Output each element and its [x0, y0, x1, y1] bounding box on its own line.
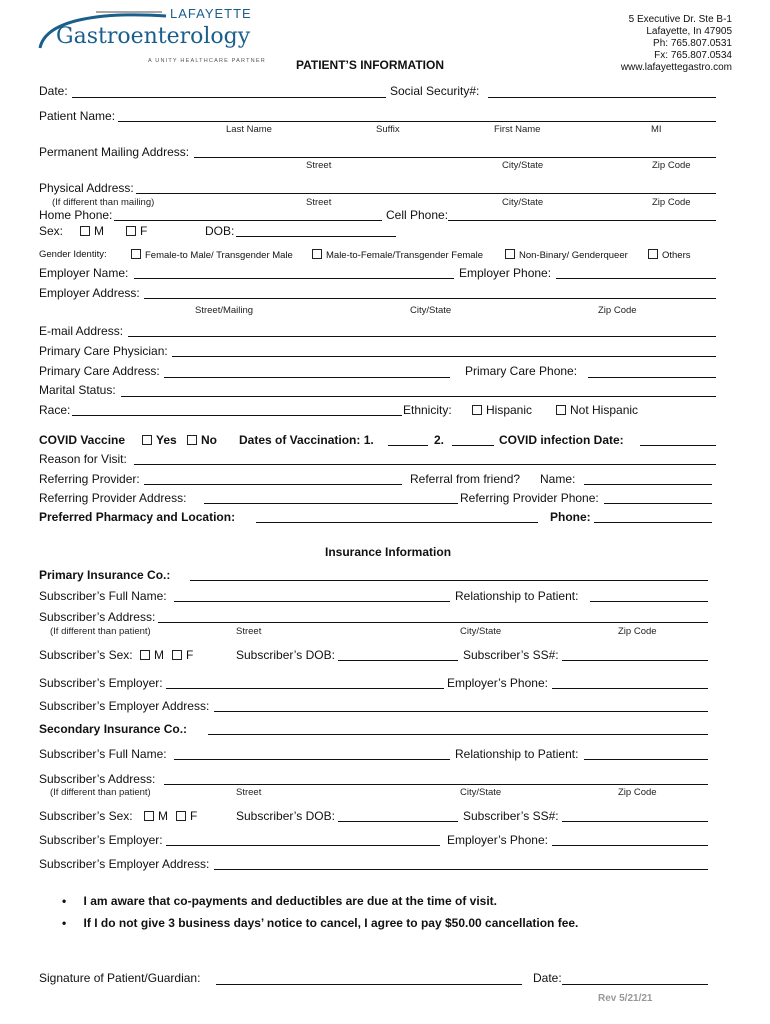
- covid-yes-option[interactable]: [142, 433, 177, 447]
- hispanic-option[interactable]: [472, 403, 532, 417]
- covid-infection-label: COVID infection Date:: [499, 433, 624, 447]
- signature-date-label: Date:: [533, 971, 562, 985]
- ethnicity-label: Ethnicity:: [403, 403, 452, 417]
- covid-yes-label: Yes: [156, 433, 177, 447]
- sub-employer-field-2[interactable]: [166, 845, 440, 846]
- website-line: www.lafayettegastro.com: [620, 62, 732, 73]
- sex-f-label: F: [140, 224, 148, 238]
- date-label: Date:: [39, 84, 68, 98]
- city-state-caption: City/State: [502, 160, 544, 171]
- street-mailing-caption: Street/Mailing: [195, 305, 254, 316]
- pc-address-label: Primary Care Address:: [39, 364, 160, 378]
- primary-insurance-field[interactable]: [190, 580, 708, 581]
- ref-provider-phone-field[interactable]: [604, 503, 712, 504]
- zip-caption: Zip Code: [652, 160, 691, 171]
- sub-dob-label-2: Subscriber’s DOB:: [236, 809, 335, 823]
- gi-nb-option[interactable]: [505, 249, 628, 261]
- sub-address-field[interactable]: [158, 622, 708, 623]
- email-label: E-mail Address:: [39, 324, 124, 338]
- signature-label: Signature of Patient/Guardian:: [39, 971, 201, 985]
- not-hispanic-option[interactable]: [556, 403, 638, 417]
- street-caption: Street: [236, 787, 262, 798]
- bullet-icon: •: [62, 894, 67, 908]
- dob-label: DOB:: [205, 224, 235, 238]
- primary-insurance-label: Primary Insurance Co.:: [39, 568, 171, 582]
- fax-line: Fx: 765.807.0534: [654, 50, 732, 61]
- ref-provider-address-field[interactable]: [204, 503, 458, 504]
- checkbox-icon: [472, 405, 482, 415]
- employer-phone-label-ins: Employer’s Phone:: [447, 676, 548, 690]
- bullet-item: [62, 916, 578, 930]
- employer-address-field[interactable]: [144, 298, 716, 299]
- sub-employer-label: Subscriber’s Employer:: [39, 676, 163, 690]
- first-name-caption: First Name: [494, 124, 541, 135]
- logo: [36, 8, 286, 68]
- sex-f-label: F: [186, 648, 194, 662]
- employer-name-field[interactable]: [134, 278, 454, 279]
- physical-address-label: Physical Address:: [39, 181, 134, 195]
- home-phone-field[interactable]: [114, 220, 382, 221]
- covid-no-label: No: [201, 433, 217, 447]
- secondary-insurance-label: Secondary Insurance Co.:: [39, 722, 188, 736]
- ssn-label: Social Security#:: [390, 84, 480, 98]
- vaccination-date-1-field[interactable]: [388, 445, 428, 446]
- street-caption: Street: [306, 197, 332, 208]
- cancellation-notice: If I do not give 3 business days’ notice to cancel, I agree to pay $50.00 cancellation fee.: [83, 916, 579, 930]
- zip-caption: Zip Code: [618, 787, 657, 798]
- pc-phone-label: Primary Care Phone:: [465, 364, 578, 378]
- dob-field[interactable]: [236, 236, 396, 237]
- mi-caption: MI: [651, 124, 662, 135]
- pharmacy-phone-field[interactable]: [594, 522, 712, 523]
- sub-sex-label: Subscriber’s Sex:: [39, 648, 133, 662]
- race-field[interactable]: [72, 415, 402, 416]
- phone-line: Ph: 765.807.0531: [653, 38, 732, 49]
- vaccination-date-2-field[interactable]: [452, 445, 494, 446]
- gi-others-label: Others: [662, 250, 691, 261]
- referral-name-field[interactable]: [584, 484, 712, 485]
- sub-ss-label-2: Subscriber’s SS#:: [463, 809, 559, 823]
- sub-ss-field[interactable]: [562, 660, 708, 661]
- cell-phone-label: Cell Phone:: [386, 208, 449, 222]
- checkbox-icon: [556, 405, 566, 415]
- dates-vaccination-label: Dates of Vaccination: 1.: [239, 433, 374, 447]
- checkbox-icon: [131, 249, 141, 259]
- checkbox-icon: [176, 811, 186, 821]
- gi-ftm-option[interactable]: [131, 249, 293, 261]
- pc-phone-field[interactable]: [588, 377, 716, 378]
- employer-phone-label: Employer Phone:: [459, 266, 552, 280]
- employer-phone-field[interactable]: [556, 278, 716, 279]
- ref-provider-address-label: Referring Provider Address:: [39, 491, 187, 505]
- checkbox-icon: [126, 226, 136, 236]
- covid-no-option[interactable]: [187, 433, 217, 447]
- signature-field[interactable]: [216, 984, 522, 985]
- bullet-icon: •: [62, 916, 67, 930]
- last-name-caption: Last Name: [226, 124, 272, 135]
- checkbox-icon: [505, 249, 515, 259]
- cell-phone-field[interactable]: [448, 220, 716, 221]
- ssn-field[interactable]: [488, 97, 716, 98]
- checkbox-icon: [144, 811, 154, 821]
- pcp-label: Primary Care Physician:: [39, 344, 168, 358]
- sub-address-field-2[interactable]: [164, 784, 708, 785]
- checkbox-icon: [172, 650, 182, 660]
- city-state-caption: City/State: [460, 626, 502, 637]
- logo-tagline: A UNITY HEALTHCARE PARTNER: [148, 58, 266, 64]
- relationship-label-2: Relationship to Patient:: [455, 747, 579, 761]
- sub-sex-f-option-2[interactable]: [176, 809, 197, 823]
- address-line: 5 Executive Dr. Ste B-1: [628, 14, 732, 25]
- if-different-patient-caption: (If different than patient): [50, 787, 151, 798]
- sub-full-name-field[interactable]: [174, 601, 450, 602]
- suffix-caption: Suffix: [376, 124, 400, 135]
- gi-ftm-label: Female-to Male/ Transgender Male: [145, 250, 293, 261]
- sub-employer-label-2: Subscriber’s Employer:: [39, 833, 163, 847]
- secondary-insurance-field[interactable]: [208, 734, 708, 735]
- logo-main-text: Gastroenterology: [56, 24, 251, 49]
- sub-dob-label: Subscriber’s DOB:: [236, 648, 335, 662]
- employer-phone-label-2: Employer’s Phone:: [447, 833, 548, 847]
- mailing-address-label: Permanent Mailing Address:: [39, 145, 190, 159]
- referring-provider-label: Referring Provider:: [39, 472, 140, 486]
- mailing-address-field[interactable]: [194, 157, 716, 158]
- zip-caption: Zip Code: [598, 305, 637, 316]
- sub-employer-address-field-2[interactable]: [214, 869, 708, 870]
- practice-address: [621, 14, 732, 74]
- relationship-field-2[interactable]: [584, 759, 708, 760]
- zip-caption: Zip Code: [618, 626, 657, 637]
- marital-status-field[interactable]: [121, 396, 716, 397]
- if-different-caption: (If different than mailing): [52, 197, 155, 208]
- relationship-label: Relationship to Patient:: [455, 589, 579, 603]
- employer-phone-field-ins[interactable]: [552, 688, 708, 689]
- copay-notice: I am aware that co-payments and deductibles are due at the time of visit.: [83, 894, 497, 908]
- insurance-heading: Insurance Information: [325, 545, 452, 559]
- city-state-caption: City/State: [502, 197, 544, 208]
- patient-name-label: Patient Name:: [39, 109, 116, 123]
- pc-address-field[interactable]: [164, 377, 450, 378]
- gi-nb-label: Non-Binary/ Genderqueer: [519, 250, 628, 261]
- sub-full-name-field-2[interactable]: [174, 759, 450, 760]
- home-phone-label: Home Phone:: [39, 208, 113, 222]
- reason-label: Reason for Visit:: [39, 452, 127, 466]
- reason-field[interactable]: [134, 464, 716, 465]
- not-hispanic-label: Not Hispanic: [570, 403, 639, 417]
- race-label: Race:: [39, 403, 71, 417]
- logo-top-text: LAFAYETTE: [170, 6, 252, 21]
- city-state-caption: City/State: [410, 305, 452, 316]
- checkbox-icon: [648, 249, 658, 259]
- sub-sex-f-option[interactable]: [172, 648, 193, 662]
- sub-sex-label-2: Subscriber’s Sex:: [39, 809, 133, 823]
- physical-address-field[interactable]: [136, 193, 716, 194]
- zip-caption: Zip Code: [652, 197, 691, 208]
- checkbox-icon: [80, 226, 90, 236]
- email-field[interactable]: [128, 336, 716, 337]
- sex-m-option[interactable]: [80, 224, 104, 238]
- signature-date-field[interactable]: [562, 984, 708, 985]
- relationship-field[interactable]: [590, 601, 708, 602]
- sex-f-label: F: [190, 809, 198, 823]
- sub-sex-m-option-2[interactable]: [144, 809, 168, 823]
- address-line: Lafayette, In 47905: [646, 26, 732, 37]
- referral-name-label: Name:: [540, 472, 576, 486]
- sub-employer-field[interactable]: [166, 688, 444, 689]
- referring-provider-field[interactable]: [144, 484, 402, 485]
- city-state-caption: City/State: [460, 787, 502, 798]
- sub-sex-m-option[interactable]: [140, 648, 164, 662]
- ref-provider-phone-label: Referring Provider Phone:: [460, 491, 599, 505]
- checkbox-icon: [142, 435, 152, 445]
- gi-others-option[interactable]: [648, 249, 691, 261]
- sub-address-label-2: Subscriber’s Address:: [39, 772, 156, 786]
- sub-ss-label: Subscriber’s SS#:: [463, 648, 559, 662]
- sub-dob-field-2[interactable]: [338, 821, 458, 822]
- pharmacy-label: Preferred Pharmacy and Location:: [39, 510, 236, 524]
- sub-dob-field[interactable]: [338, 660, 458, 661]
- sex-m-label: M: [154, 648, 164, 662]
- sex-label: Sex:: [39, 224, 64, 238]
- referral-friend-label: Referral from friend?: [410, 472, 521, 486]
- date-field[interactable]: [72, 97, 386, 98]
- street-caption: Street: [236, 626, 262, 637]
- sex-f-option[interactable]: [126, 224, 147, 238]
- gi-mtf-label: Male-to-Female/Transgender Female: [326, 250, 483, 261]
- sub-full-name-label-2: Subscriber’s Full Name:: [39, 747, 167, 761]
- covid-vaccine-label: COVID Vaccine: [39, 433, 126, 447]
- checkbox-icon: [187, 435, 197, 445]
- page-title: PATIENT’S INFORMATION: [296, 58, 444, 72]
- vaccination-2-label: 2.: [434, 433, 445, 447]
- revision-label: Rev 5/21/21: [598, 993, 653, 1004]
- checkbox-icon: [312, 249, 322, 259]
- pharmacy-phone-label: Phone:: [550, 510, 591, 524]
- patient-name-field[interactable]: [118, 121, 716, 122]
- sub-employer-address-field[interactable]: [214, 711, 708, 712]
- sub-full-name-label: Subscriber’s Full Name:: [39, 589, 167, 603]
- sex-m-label: M: [158, 809, 168, 823]
- covid-infection-field[interactable]: [640, 445, 716, 446]
- pharmacy-field[interactable]: [256, 522, 538, 523]
- bullet-item: [62, 894, 497, 908]
- sub-ss-field-2[interactable]: [562, 821, 708, 822]
- sub-address-label: Subscriber’s Address:: [39, 610, 156, 624]
- employer-address-label: Employer Address:: [39, 286, 140, 300]
- hispanic-label: Hispanic: [486, 403, 533, 417]
- sub-employer-address-label: Subscriber’s Employer Address:: [39, 699, 210, 713]
- street-caption: Street: [306, 160, 332, 171]
- marital-status-label: Marital Status:: [39, 383, 116, 397]
- gi-mtf-option[interactable]: [312, 249, 483, 261]
- employer-name-label: Employer Name:: [39, 266, 129, 280]
- sub-employer-address-label-2: Subscriber’s Employer Address:: [39, 857, 210, 871]
- if-different-patient-caption: (If different than patient): [50, 626, 151, 637]
- pcp-field[interactable]: [172, 356, 716, 357]
- checkbox-icon: [140, 650, 150, 660]
- employer-phone-field-2[interactable]: [552, 845, 708, 846]
- gender-identity-label: Gender Identity:: [39, 249, 107, 260]
- sex-m-label: M: [94, 224, 104, 238]
